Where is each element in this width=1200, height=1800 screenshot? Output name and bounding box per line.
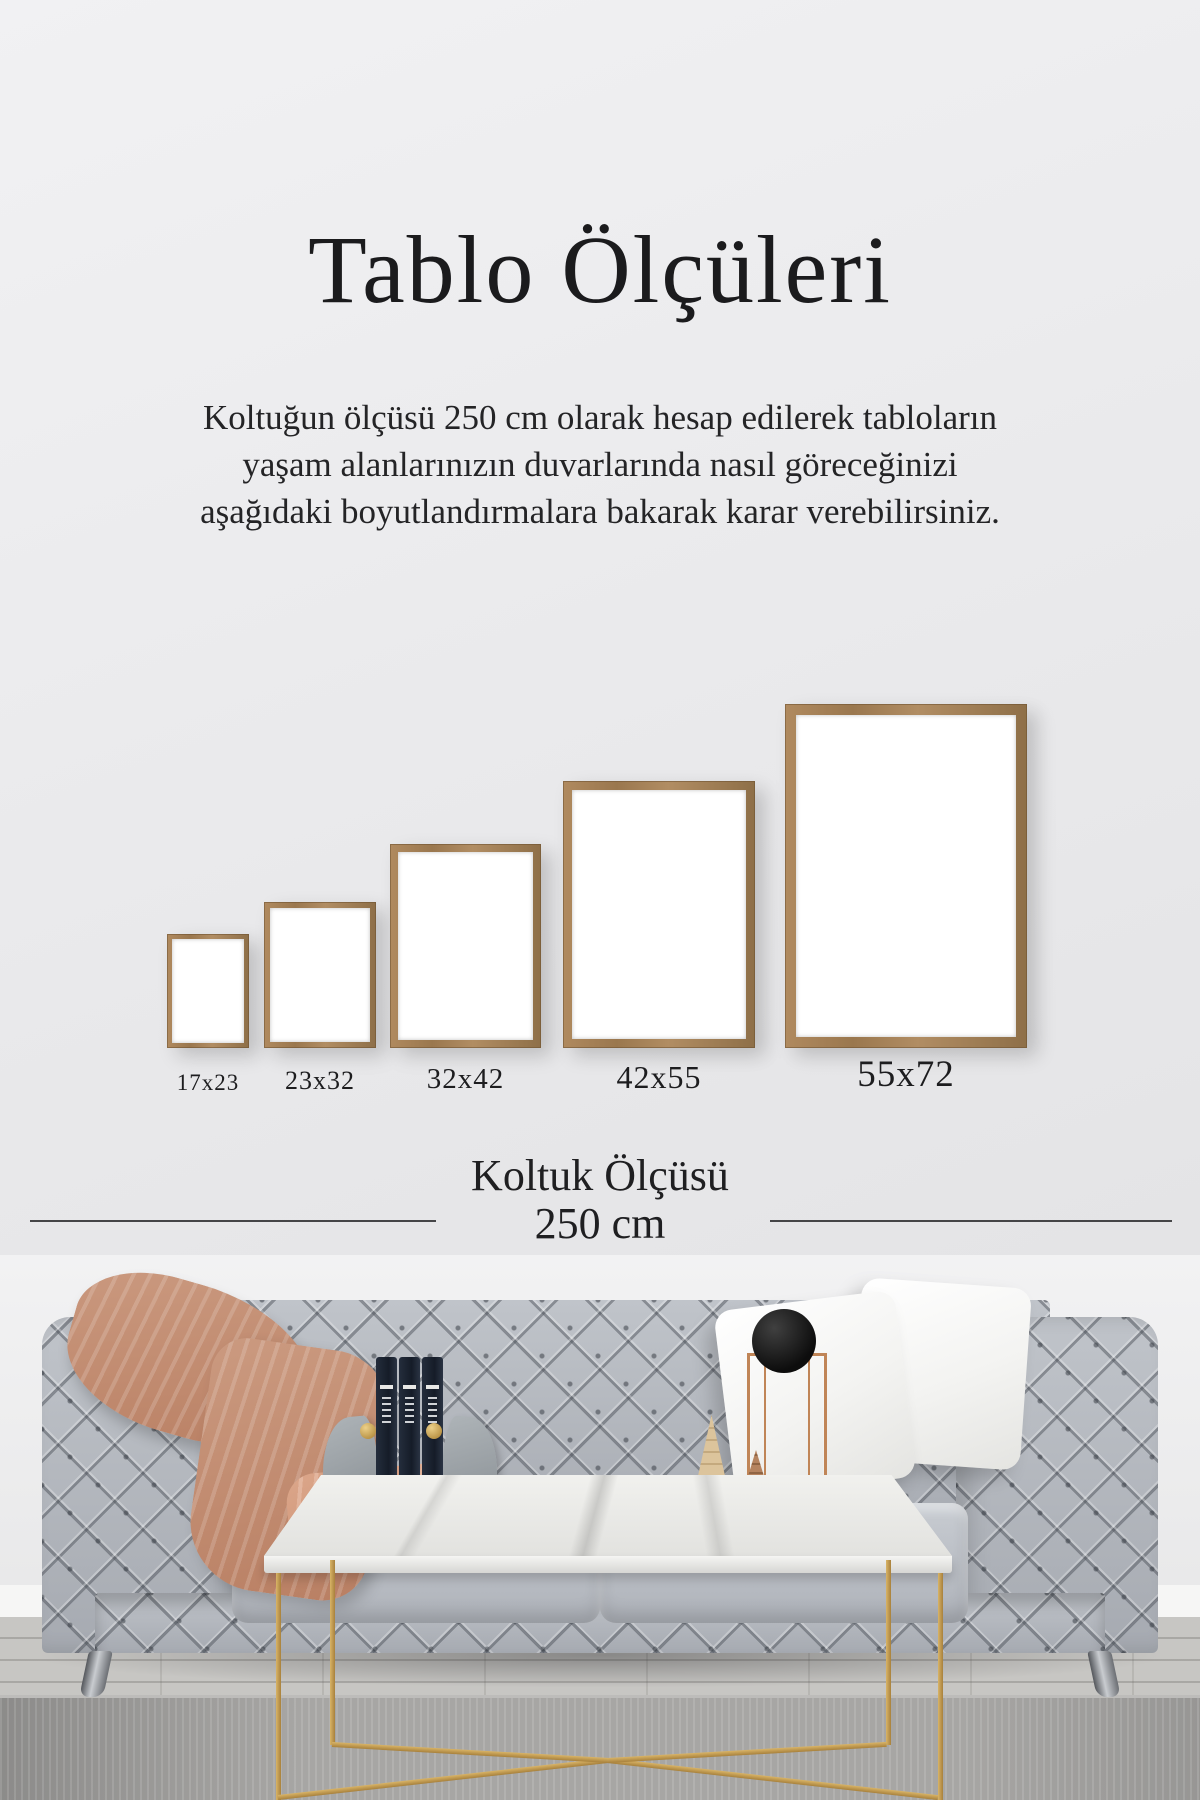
description-line: yaşam alanlarınızın duvarlarında nasıl göreceğinizi (242, 445, 958, 484)
size-label: 23x32 (285, 1066, 355, 1095)
gold-ball-ornament (426, 1423, 442, 1439)
frame-canvas (398, 852, 533, 1040)
left-rule-line (30, 1220, 436, 1222)
sofa-photo (0, 1255, 1200, 1800)
gold-table-leg (276, 1573, 281, 1800)
frame-canvas (172, 939, 244, 1043)
size-label: 32x42 (426, 1063, 505, 1095)
frame-canvas (270, 908, 370, 1042)
marble-table-edge (264, 1556, 952, 1573)
size-label: 55x72 (857, 1054, 955, 1095)
description-line: Koltuğun ölçüsü 250 cm olarak hesap edilerek tabloların (202, 398, 998, 437)
picture-frame-55x72 (785, 704, 1027, 1048)
description-line: aşağıdaki boyutlandırmalara bakarak karar verebilirsiniz. (200, 492, 1000, 531)
frame-canvas (796, 715, 1016, 1037)
gold-ball-ornament (360, 1423, 376, 1439)
description-paragraph (0, 394, 1200, 535)
picture-frame-42x55 (563, 781, 755, 1048)
sofa-measure-value: 250 cm (534, 1199, 666, 1248)
gold-table-leg (330, 1560, 335, 1745)
size-label: 42x55 (616, 1059, 702, 1095)
page-title: Tablo Ölçüleri (308, 216, 892, 324)
gold-table-leg (886, 1560, 891, 1745)
black-sphere (752, 1309, 816, 1373)
area-rug (0, 1695, 1200, 1800)
size-label: 17x23 (176, 1070, 240, 1095)
sofa-measure-heading: Koltuk Ölçüsü (471, 1151, 729, 1200)
copper-stand-rail (808, 1356, 810, 1494)
picture-frame-32x42 (390, 844, 541, 1048)
right-rule-line (770, 1220, 1172, 1222)
gold-table-leg (938, 1573, 943, 1800)
picture-frame-23x32 (264, 902, 376, 1048)
marble-table-top (264, 1475, 952, 1556)
picture-frame-17x23 (167, 934, 249, 1048)
copper-stand-rail (764, 1356, 766, 1494)
frame-canvas (572, 790, 746, 1039)
